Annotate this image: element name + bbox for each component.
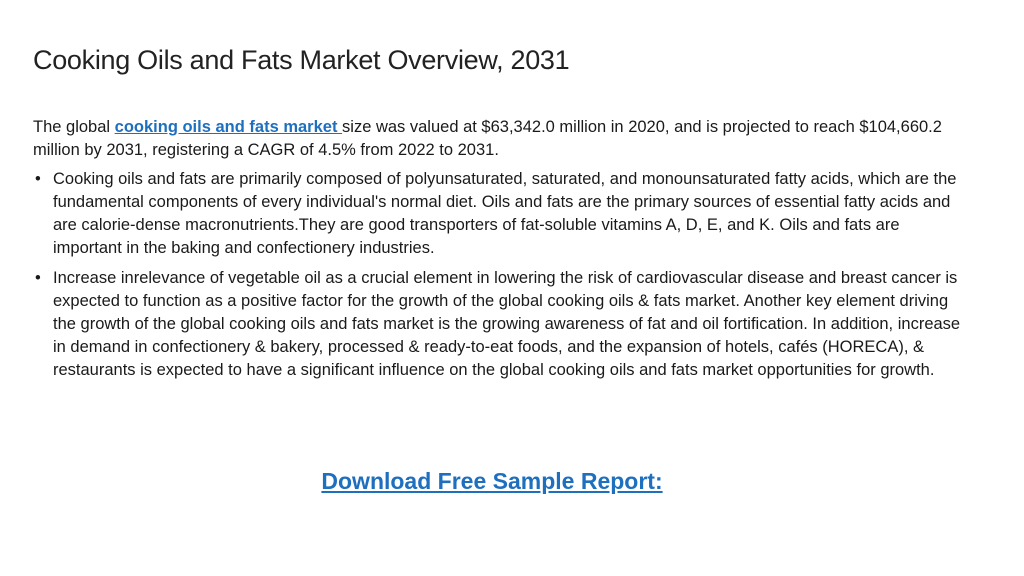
list-item: [33, 267, 963, 382]
intro-prefix: The global: [33, 118, 115, 136]
intro-paragraph: [33, 116, 963, 162]
slide-body: [33, 116, 963, 389]
market-link[interactable]: cooking oils and fats market: [114, 118, 343, 136]
bullet-list: [33, 168, 963, 382]
bullet-text: Cooking oils and fats are primarily composed of polyunsaturated, saturated, and monounsaturated fatty acids, which are the fundamental components of every individual's normal diet. Oils and fats are the primary sources of essential fatty acids and are calorie-dense macronutrients.They are good transporters of fat-soluble vitamins A, D, E, and K. Oils and fats are important in the baking and confectionery industries.: [53, 170, 957, 257]
bullet-text: Increase inrelevance of vegetable oil as a crucial element in lowering the risk of cardiovascular disease and breast cancer is expected to function as a positive factor for the growth of the global cooking oils & fats market. Another key element driving the growth of the global cooking oils and fats market is the growing awareness of fat and oil fortification. In addition, increase in demand in confectionery & bakery, processed & ready-to-eat foods, and the expansion of hotels, cafés (HORECA), & restaurants is expected to have a significant influence on the global cooking oils and fats market opportunities for growth.: [53, 269, 961, 379]
list-item: [33, 168, 963, 260]
page-title: Cooking Oils and Fats Market Overview, 2031: [33, 45, 570, 75]
bullet-icon: •: [35, 170, 41, 188]
bullet-icon: •: [35, 269, 41, 287]
download-sample-link[interactable]: Download Free Sample Report:: [321, 468, 663, 494]
intro-suffix: size was valued at $63,342.0 million in 2020, and is projected to reach $104,660.2 million by 2031, registering a CAGR of 4.5% from 2022 to 2031.: [33, 118, 942, 159]
